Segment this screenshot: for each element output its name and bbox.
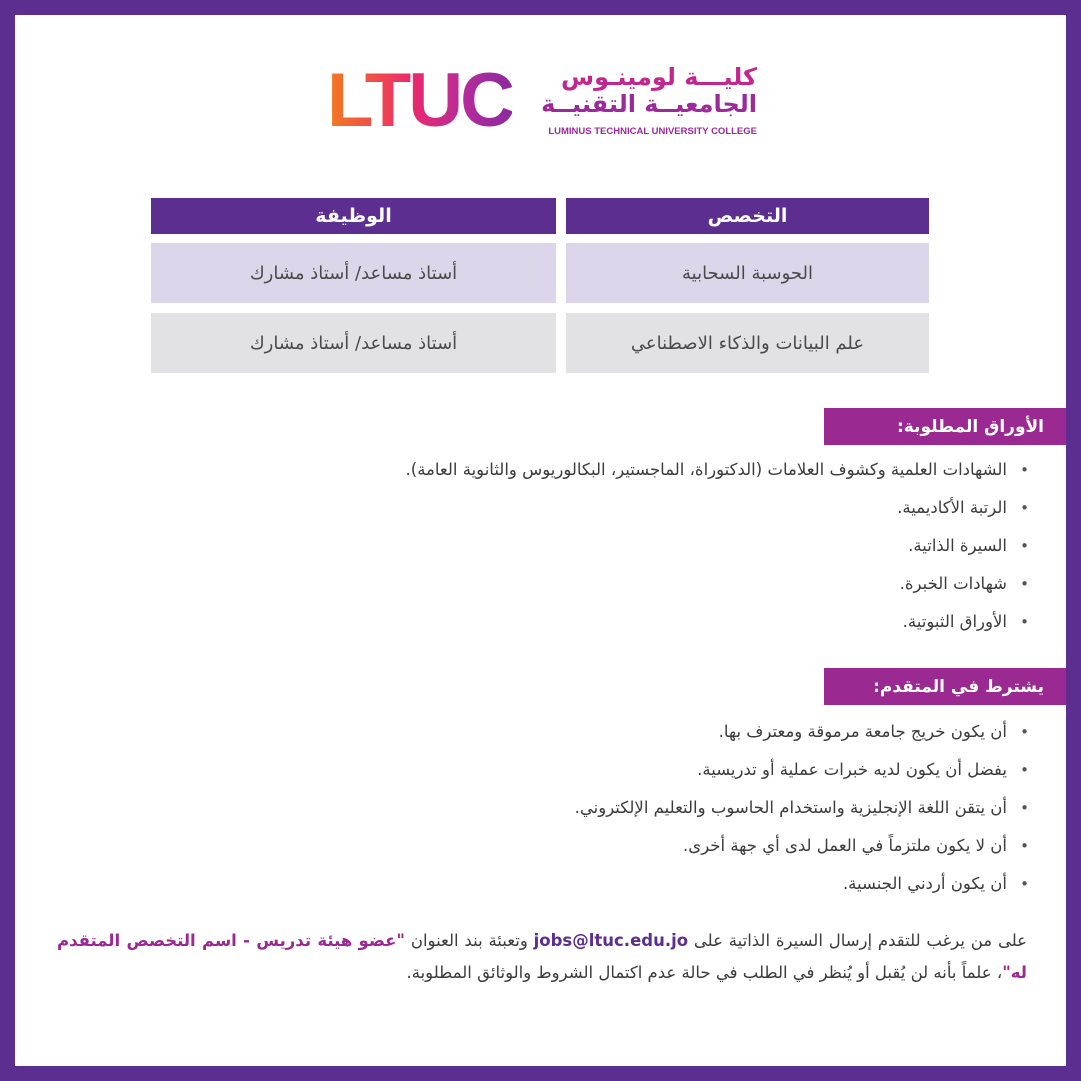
requirements-list [575, 717, 1029, 907]
table-row-1-specialty: الحوسبة السحابية [566, 243, 929, 303]
logo-arabic-line2: الجامعيــة التقنيــة [541, 90, 757, 118]
table-row-1-job: أستاذ مساعد/ أستاذ مشارك [151, 243, 556, 303]
list-item: • أن لا يكون ملتزماً في العمل لدى أي جهة أخرى. [575, 831, 1029, 869]
table-header-specialty: التخصص [566, 198, 929, 234]
logo-english-name: LUMINUS TECHNICAL UNIVERSITY COLLEGE [548, 126, 757, 137]
list-item: • الشهادات العلمية وكشوف العلامات (الدكتوراة، الماجستير، البكالوريوس والثانوية العامة). [406, 455, 1029, 493]
footer-text-part1: على من يرغب للتقدم إرسال السيرة الذاتية على [693, 931, 1028, 950]
documents-list [406, 455, 1029, 645]
footer-text-part3: ، علماً بأنه لن يُقبل أو يُنظر في الطلب في حالة عدم اكتمال الشروط والوثائق المطلوبة. [406, 963, 1003, 982]
list-item: • أن يكون خريج جامعة مرموقة ومعترف بها. [575, 717, 1029, 755]
email-subject-format: "عضو هيئة تدريس - اسم التخصص المتقدم له" [57, 931, 1027, 982]
list-item: • أن يتقن اللغة الإنجليزية واستخدام الحاسوب والتعليم الإلكتروني. [575, 793, 1029, 831]
list-item: • يفضل أن يكون لديه خبرات عملية أو تدريسية. [575, 755, 1029, 793]
list-item: • الأوراق الثبوتية. [406, 607, 1029, 645]
section-header-required-documents: الأوراق المطلوبة: [824, 408, 1066, 445]
list-item: • السيرة الذاتية. [406, 531, 1029, 569]
logo-ltuc-letters: LTUC [327, 58, 512, 143]
table-row-2-specialty: علم البيانات والذكاء الاصطناعي [566, 313, 929, 373]
table-header-job: الوظيفة [151, 198, 556, 234]
logo-arabic-line1: كليـــة لومينـوس [561, 63, 757, 91]
ltuc-logo [327, 58, 757, 143]
list-item: • أن يكون أردني الجنسية. [575, 869, 1029, 907]
list-item: • الرتبة الأكاديمية. [406, 493, 1029, 531]
email-link[interactable]: jobs@ltuc.edu.jo [533, 931, 689, 950]
poster-frame [15, 15, 1066, 1066]
footer-text-part2: وتعبئة بند العنوان [410, 931, 528, 950]
list-item: • شهادات الخبرة. [406, 569, 1029, 607]
table-row-2-job: أستاذ مساعد/ أستاذ مشارك [151, 313, 556, 373]
application-instructions [57, 925, 1027, 989]
section-header-requirements: يشترط في المتقدم: [824, 668, 1066, 705]
